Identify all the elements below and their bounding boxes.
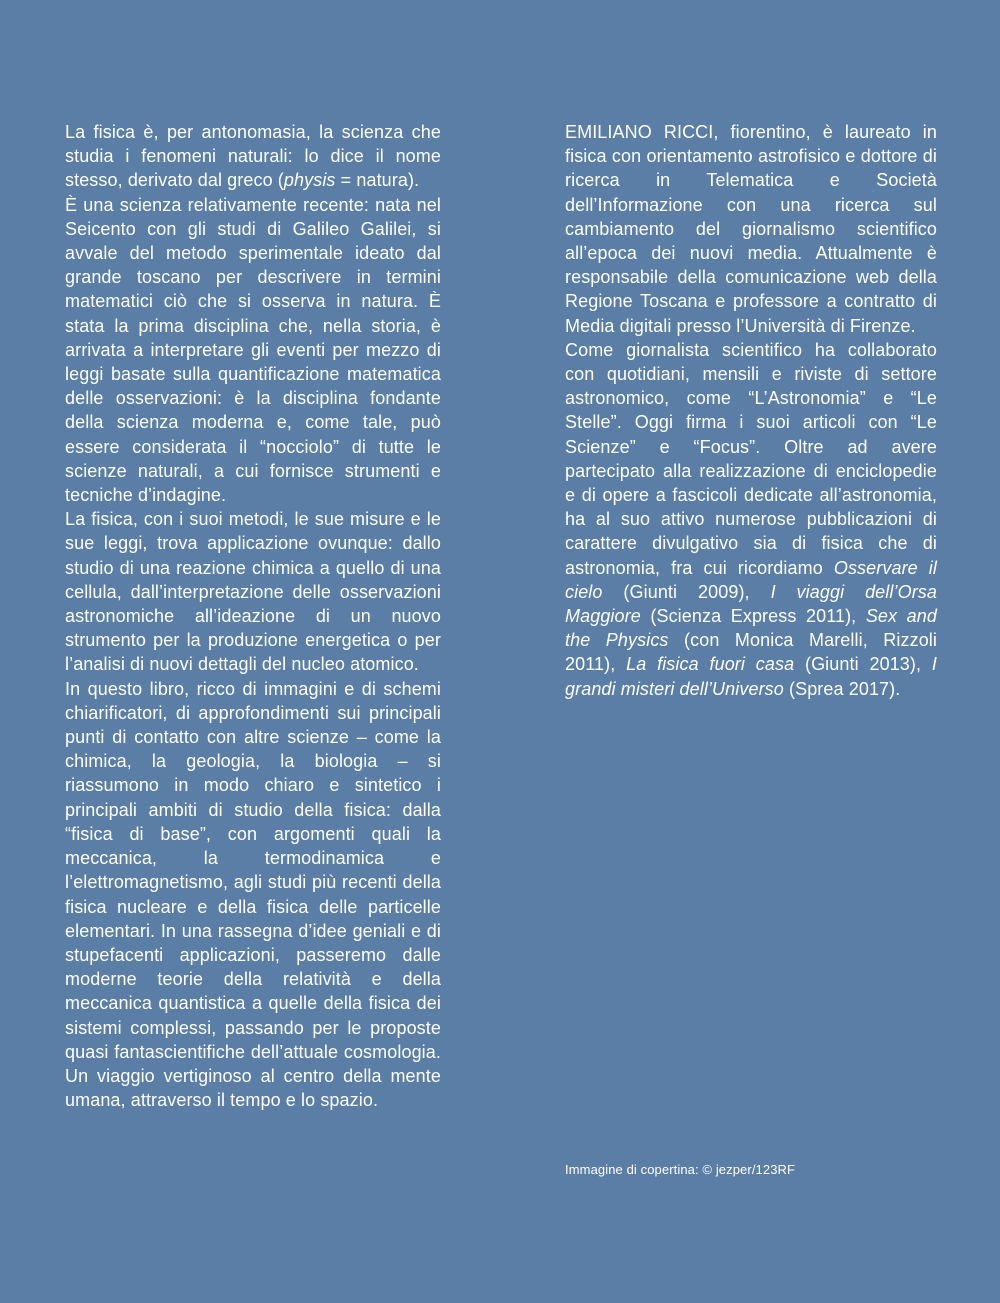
text-segment: (con Monica Marelli, Rizzoli 2011), <box>565 630 938 675</box>
italic-text-segment: Osservare il cielo <box>565 557 937 602</box>
italic-text-segment: I viaggi dell’Orsa Maggiore <box>565 581 937 627</box>
text-segment: (Giunti 2013), <box>794 654 932 675</box>
italic-text-segment: Sex and the Physics <box>565 606 938 651</box>
text-segment: = natura). <box>335 170 420 191</box>
text-segment: Come giornalista scientifico ha collaborato con quotidiani, mensili e riviste di settore astronomico, come “L’Astronomia” e “Le Stelle”. Oggi firma i suoi articoli con “Le Scienze” e “Focus”. Oltre ad avere partecipato alla realizzazione di enciclopedie e di opere a fascicoli dedicate all’astronomia, ha al suo attivo numerose pubblicazioni di carattere divulgativo sia di fisica che di astronomia, fra cui ricordiamo <box>565 339 937 578</box>
paragraph <box>65 507 441 676</box>
cover-image-credit: Immagine di copertina: © jezper/123RF <box>565 1162 796 1177</box>
text-segment: In questo libro, ricco di immagini e di schemi chiarificatori, di approfondimenti sui principali punti di contatto con altre scienze – come la chimica, la geologia, la biologia – si riassumono in modo chiaro e sintetico i principali ambiti di studio della fisica: dalla “fisica di base”, con argomenti quali la meccanica, la termodinamica e l’elettromagnetismo, agli studi più recenti della fisica nucleare e della fisica delle particelle elementari. In una rassegna d’idee geniali e di stupefacenti applicazioni, passeremo dalle moderne teorie della relatività e della meccanica quantistica a quelle della fisica dei sistemi complessi, passando per le proposte quasi fantascientifiche dell’attuale cosmologia. Un viaggio vertiginoso al centro della mente umana, attraverso il tempo e lo spazio. <box>65 678 441 1111</box>
text-segment: La fisica è, per antonomasia, la scienza che studia i fenomeni naturali: lo dice il nome stesso, derivato dal greco ( <box>65 122 441 191</box>
italic-text-segment: physis <box>283 170 336 191</box>
right-text-column <box>565 120 937 701</box>
paragraph <box>565 338 937 701</box>
paragraph <box>65 120 441 193</box>
text-segment: (Giunti 2009), <box>602 581 771 602</box>
text-segment: La fisica, con i suoi metodi, le sue misure e le sue leggi, trova applicazione ovunque: dallo studio di una reazione chimica a quello di una cellula, dall’interpretazione delle osservazioni astronomiche all’ideazione di un nuovo strumento per la produzione energetica o per l’analisi di nuovi dettagli del nucleo atomico. <box>65 509 441 675</box>
text-segment: (Scienza Express 2011), <box>640 606 866 627</box>
text-segment: È una scienza relativamente recente: nata nel Seicento con gli studi di Galileo Galilei, si avvale del metodo sperimentale ideato dal grande toscano per descrivere in termini matematici ciò che si osserva in natura. È stata la prima disciplina che, nella storia, è arrivata a interpretare gli eventi per mezzo di leggi basate sulla quantificazione matematica delle osservazioni: è la disciplina fondante della scienza moderna e, come tale, può essere considerata il “nocciolo” di tutte le scienze naturali, a cui fornisce strumenti e tecniche d’indagine. <box>65 194 441 506</box>
text-segment: (Sprea 2017). <box>783 678 901 699</box>
italic-text-segment: La fisica fuori casa <box>626 654 795 675</box>
left-text-column <box>65 120 441 1112</box>
paragraph <box>65 193 441 508</box>
text-segment: EMILIANO RICCI, fiorentino, è laureato in fisica con orientamento astrofisico e dottore di ricerca in Telematica e Società dell’Informazione con una ricerca sul cambiamento del giornalismo scientifico all’epoca dei nuovi media. Attualmente è responsabile della comunicazione web della Regione Toscana e professore a contratto di Media digitali presso l’Università di Firenze. <box>565 122 937 336</box>
paragraph <box>65 677 441 1113</box>
italic-text-segment: I grandi misteri dell’Universo <box>565 654 937 699</box>
paragraph <box>565 120 937 338</box>
